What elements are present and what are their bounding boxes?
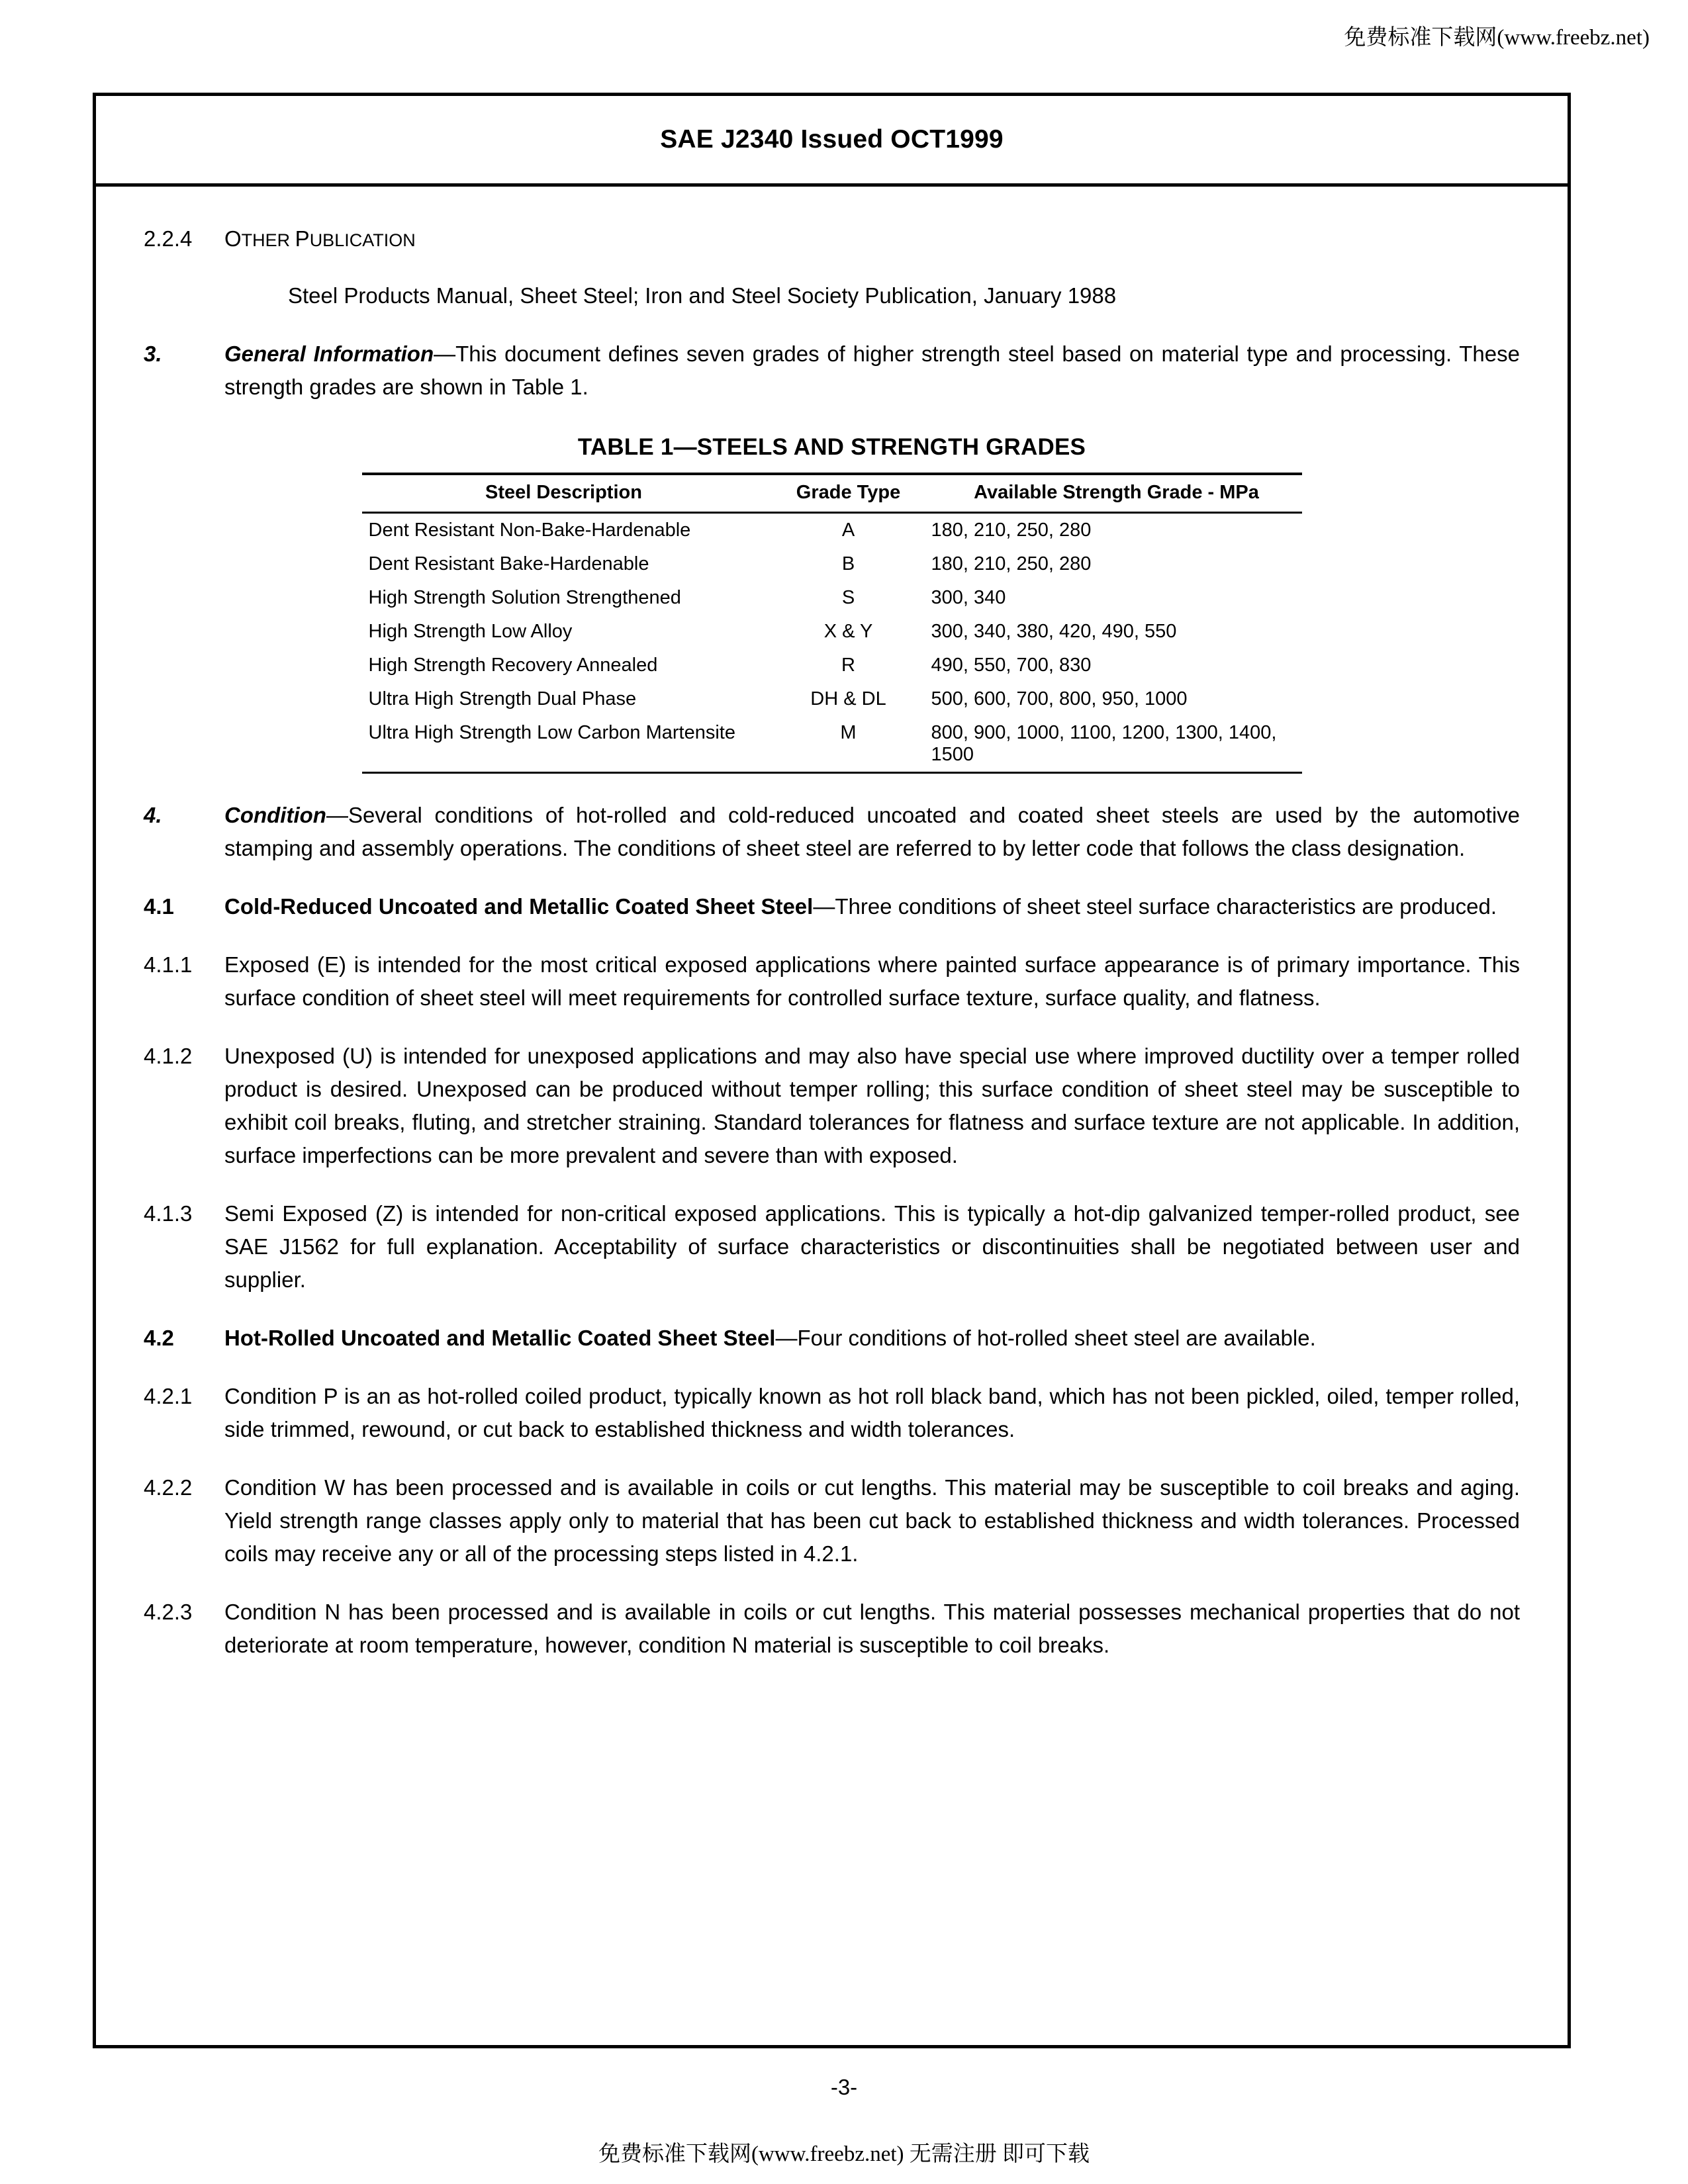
page-content xyxy=(96,187,1568,1662)
section-3-number: 3. xyxy=(144,341,162,366)
section-3 xyxy=(144,338,1520,404)
section-4-2-body: —Four conditions of hot-rolled sheet steel are available. xyxy=(775,1326,1316,1350)
section-2-2-4-title-ublication: UBLICATION xyxy=(309,230,416,250)
section-4-1-3 xyxy=(144,1197,1520,1297)
section-4-1-body: —Three conditions of sheet steel surface characteristics are produced. xyxy=(813,894,1497,919)
table-1-wrapper xyxy=(362,473,1302,774)
section-4-1-number: 4.1 xyxy=(144,894,174,919)
section-4-2-lead: Hot-Rolled Uncoated and Metallic Coated Sheet Steel xyxy=(224,1326,776,1350)
section-2-2-4-title-ther: THER xyxy=(241,230,295,250)
table-cell-strength-grades: 490, 550, 700, 830 xyxy=(931,655,1092,676)
table-1-body xyxy=(362,513,1302,773)
section-4 xyxy=(144,799,1520,865)
section-4-2-3 xyxy=(144,1596,1520,1662)
section-3-body: —This document defines seven grades of higher strength steel based on material type and processing. These strength grades are shown in Table 1. xyxy=(224,341,1520,399)
header-title: SAE J2340 Issued OCT1999 xyxy=(660,125,1004,154)
section-2-2-4 xyxy=(144,222,1520,257)
section-4-2 xyxy=(144,1322,1520,1355)
section-4-1-1 xyxy=(144,948,1520,1015)
table-row xyxy=(362,615,1302,649)
section-4-2-2 xyxy=(144,1471,1520,1570)
table-cell-strength-grades: 300, 340 xyxy=(931,587,1006,608)
section-4-1-2-number: 4.1.2 xyxy=(144,1044,193,1068)
table-cell-strength-grades: 300, 340, 380, 420, 490, 550 xyxy=(931,621,1177,642)
section-4-2-number: 4.2 xyxy=(144,1326,174,1350)
section-4-1-lead: Cold-Reduced Uncoated and Metallic Coated Sheet Steel xyxy=(224,894,814,919)
section-4-1-3-number: 4.1.3 xyxy=(144,1201,193,1226)
section-2-2-4-body: Steel Products Manual, Sheet Steel; Iron and Steel Society Publication, January 1988 xyxy=(288,283,1117,308)
section-3-text xyxy=(224,338,1520,404)
section-4-2-1 xyxy=(144,1380,1520,1446)
section-4-text xyxy=(224,799,1520,865)
table-cell-grade-type: A xyxy=(841,520,855,541)
table-cell-description: Dent Resistant Bake-Hardenable xyxy=(368,553,649,574)
section-4-1-2-text: Unexposed (U) is intended for unexposed applications and may also have special use where improved ductility over a temper rolled product is desired. Unexposed can be produced without temper rolling; this surface condition of sheet steel may be susceptible to exhibit coil breaks, fluting, and stretcher straining. Standard tolerances for flatness and surface texture are not applicable. In addition, surface imperfections can be more prevalent and severe than with exposed. xyxy=(224,1044,1520,1167)
table-cell-description: High Strength Solution Strengthened xyxy=(368,587,681,608)
top-watermark: 免费标准下载网(www.freebz.net) xyxy=(1344,26,1650,50)
table-1-header-row xyxy=(362,474,1302,513)
table-cell-grade-type: S xyxy=(841,587,855,608)
section-4-2-3-number: 4.2.3 xyxy=(144,1600,193,1624)
table-cell-grade-type: R xyxy=(841,655,855,676)
section-3-lead: General Information xyxy=(224,341,434,366)
running-header xyxy=(96,96,1568,187)
table-cell-grade-type: X & Y xyxy=(823,621,873,642)
section-2-2-4-title xyxy=(224,222,1520,257)
section-4-2-2-number: 4.2.2 xyxy=(144,1475,193,1500)
section-4-number: 4. xyxy=(144,803,162,827)
page-number: -3- xyxy=(830,2075,858,2099)
table-row xyxy=(362,649,1302,682)
table-row xyxy=(362,682,1302,716)
section-4-1-1-number: 4.1.1 xyxy=(144,952,193,977)
page-frame xyxy=(93,93,1571,2048)
table-cell-grade-type: B xyxy=(841,553,855,574)
section-4-2-3-text: Condition N has been processed and is available in coils or cut lengths. This material possesses mechanical properties that do not deteriorate at room temperature, however, condition N material is susceptible to coil breaks. xyxy=(224,1600,1520,1657)
table-row xyxy=(362,716,1302,773)
section-4-2-text xyxy=(224,1322,1520,1355)
table-1-head xyxy=(362,474,1302,513)
section-4-1 xyxy=(144,890,1520,923)
section-2-2-4-number: 2.2.4 xyxy=(144,226,193,251)
table-cell-description: Ultra High Strength Low Carbon Martensite xyxy=(362,716,766,773)
table-row xyxy=(362,513,1302,548)
table-1 xyxy=(362,473,1302,774)
table-1-col-steel-description: Steel Description xyxy=(485,482,642,503)
section-4-1-1-text: Exposed (E) is intended for the most critical exposed applications where painted surface appearance is of primary importance. This surface condition of sheet steel will meet requirements for controlled surface texture, surface quality, and flatness. xyxy=(224,952,1520,1010)
table-cell-strength-grades: 180, 210, 250, 280 xyxy=(931,553,1092,574)
table-1-title: TABLE 1—STEELS AND STRENGTH GRADES xyxy=(577,434,1086,460)
bottom-watermark: 免费标准下载网(www.freebz.net) 无需注册 即可下载 xyxy=(598,2142,1090,2166)
section-4-1-2 xyxy=(144,1040,1520,1172)
table-cell-strength-grades: 500, 600, 700, 800, 950, 1000 xyxy=(931,688,1188,709)
table-cell-strength-grades: 180, 210, 250, 280 xyxy=(931,520,1092,541)
table-cell-grade-type: DH & DL xyxy=(810,688,886,709)
table-cell-description: Dent Resistant Non-Bake-Hardenable xyxy=(368,520,691,541)
table-1-col-grade-type: Grade Type xyxy=(796,482,901,503)
table-row xyxy=(362,581,1302,615)
table-cell-description: High Strength Recovery Annealed xyxy=(368,655,658,676)
table-1-col-available-strength-grade: Available Strength Grade - MPa xyxy=(974,482,1259,503)
section-2-2-4-title-p: P xyxy=(295,226,310,251)
table-cell-grade-type: M xyxy=(766,716,931,773)
section-4-lead: Condition xyxy=(224,803,326,827)
section-4-2-1-number: 4.2.1 xyxy=(144,1384,193,1408)
table-row xyxy=(362,547,1302,581)
section-4-2-1-text: Condition P is an as hot-rolled coiled product, typically known as hot roll black band, which has not been pickled, oiled, temper rolled, side trimmed, rewound, or cut back to established thickness and width tolerances. xyxy=(224,1384,1520,1441)
table-cell-description: Ultra High Strength Dual Phase xyxy=(368,688,637,709)
section-2-2-4-title-o: O xyxy=(224,226,242,251)
table-cell-description: High Strength Low Alloy xyxy=(368,621,573,642)
section-4-body: —Several conditions of hot-rolled and cold-reduced uncoated and coated sheet steels are used by the automotive stamping and assembly operations. The conditions of sheet steel are referred to by letter code that follows the class designation. xyxy=(224,803,1520,860)
table-cell-strength-grades: 800, 900, 1000, 1100, 1200, 1300, 1400, 1500 xyxy=(931,716,1302,773)
section-4-1-3-text: Semi Exposed (Z) is intended for non-critical exposed applications. This is typically a hot-dip galvanized temper-rolled product, see SAE J1562 for full explanation. Acceptability of surface characteristics or discontinuities shall be negotiated between user and supplier. xyxy=(224,1201,1520,1292)
section-4-1-text xyxy=(224,890,1520,923)
section-4-2-2-text: Condition W has been processed and is available in coils or cut lengths. This material may be susceptible to coil breaks and aging. Yield strength range classes apply only to material that has been cut back to established thickness and width tolerances. Processed coils may receive any or all of the processing steps listed in 4.2.1. xyxy=(224,1475,1520,1566)
